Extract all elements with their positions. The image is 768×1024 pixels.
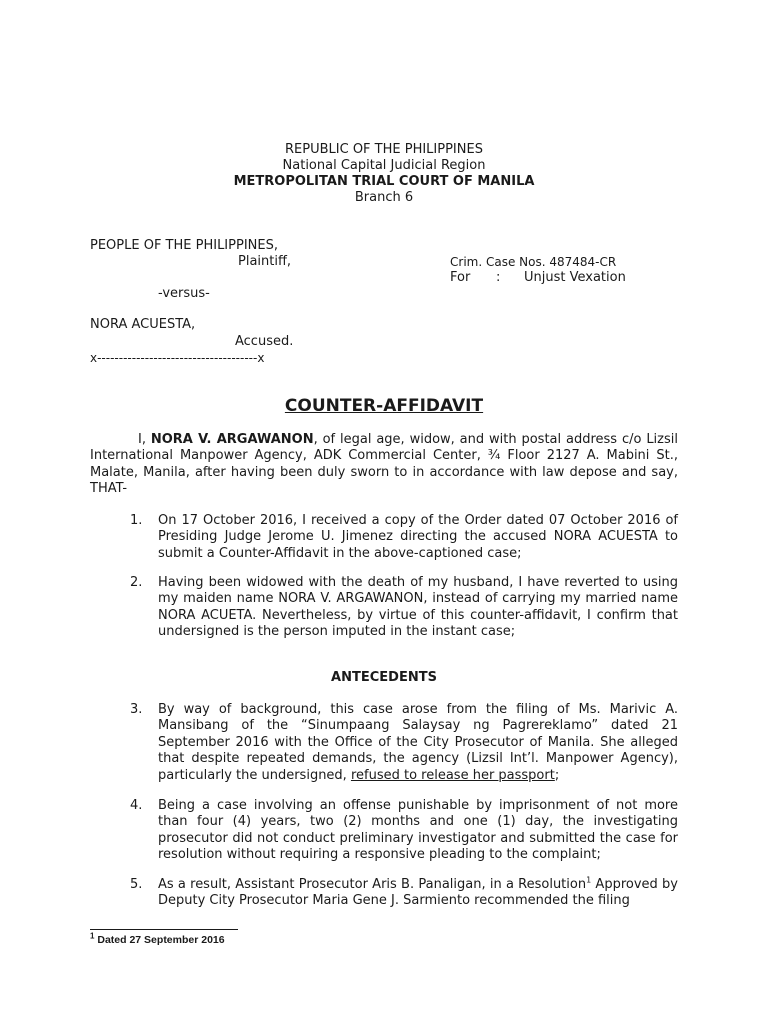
footnote-marker: 1 xyxy=(90,931,95,941)
caption-case-number: Crim. Case Nos. 487484-CR xyxy=(450,255,617,269)
footnote-separator xyxy=(90,929,238,930)
caption-versus: -versus- xyxy=(158,286,210,301)
item-number: 5. xyxy=(130,877,143,892)
header-branch: Branch 6 xyxy=(354,190,414,205)
affiant-name: NORA V. ARGAWANON xyxy=(150,432,314,447)
item-text-part: By way of background, this case arose from the filing of Ms. Marivic A. Mansibang of the “Sinumpaang Salaysay ng Pagrereklamo” dated 21 September 2016 with the Office of the City Prosecutor of Manila. She alleged that despite repeated demands, the agency (Lizsil Int’l. Manpower Agency), particularly the undersigned, xyxy=(158,702,678,783)
item-text xyxy=(158,877,678,910)
footnote xyxy=(90,932,225,948)
item-text-part: As a result, Assistant Prosecutor Aris B. Panaligan, in a Resolution xyxy=(158,877,587,892)
document-title: COUNTER-AFFIDAVIT xyxy=(284,396,484,416)
caption-accused-role: Accused. xyxy=(235,334,294,349)
intro-rest: , of legal age, widow, and with postal address c/o Lizsil International Manpower Agency, ADK Commercial Center, ¾ Floor 2127 A. Mabini St., Malate, Manila, after having been duly sworn to in accordance with law depose and say, THAT- xyxy=(90,432,678,497)
item-number: 3. xyxy=(130,702,143,717)
item-text: On 17 October 2016, I received a copy of the Order dated 07 October 2016 of Presiding Judge Jerome U. Jimenez directing the accused NORA ACUESTA to submit a Counter-Affidavit in the above-captioned case; xyxy=(158,513,678,561)
intro-paragraph xyxy=(90,432,678,498)
item-text: Having been widowed with the death of my husband, I have reverted to using my maiden name NORA V. ARGAWANON, instead of carrying my married name NORA ACUETA. Nevertheless, by virtue of this counter-affidavit, I confirm that undersigned is the person imputed in the instant case; xyxy=(158,575,678,640)
item-text xyxy=(158,702,678,784)
item-text-part: ; xyxy=(554,767,560,783)
caption-plaintiff-name: PEOPLE OF THE PHILIPPINES, xyxy=(90,238,278,253)
footnote-text: Dated 27 September 2016 xyxy=(94,934,225,946)
item-text-part: Approved by Deputy City Prosecutor Maria Gene J. Sarmiento recommended the filing xyxy=(158,877,678,909)
caption-for-label: For xyxy=(450,270,471,285)
caption-closing-line: x-------------------------------------x xyxy=(90,351,265,365)
item-number: 1. xyxy=(130,513,143,528)
underlined-phrase: refused to release her passport xyxy=(350,767,555,783)
section-heading-antecedents: ANTECEDENTS xyxy=(331,670,437,685)
footnote-reference[interactable]: 1 xyxy=(586,875,592,885)
caption-for-colon: : xyxy=(496,270,501,285)
caption-accused-name: NORA ACUESTA, xyxy=(90,317,196,332)
intro-lead: I, xyxy=(138,432,151,447)
header-court-name: METROPOLITAN TRIAL COURT OF MANILA xyxy=(233,174,535,189)
item-number: 2. xyxy=(130,575,143,590)
item-number: 4. xyxy=(130,798,143,813)
caption-offense: Unjust Vexation xyxy=(524,270,626,285)
header-republic: REPUBLIC OF THE PHILIPPINES xyxy=(285,142,483,157)
header-judicial-region: National Capital Judicial Region xyxy=(282,158,486,173)
caption-plaintiff-role: Plaintiff, xyxy=(238,254,292,269)
item-text: Being a case involving an offense punishable by imprisonment of not more than four (4) years, two (2) months and one (1) day, the investigating prosecutor did not conduct preliminary investigator and submitted the case for resolution without requiring a responsive pleading to the complaint; xyxy=(158,798,678,863)
